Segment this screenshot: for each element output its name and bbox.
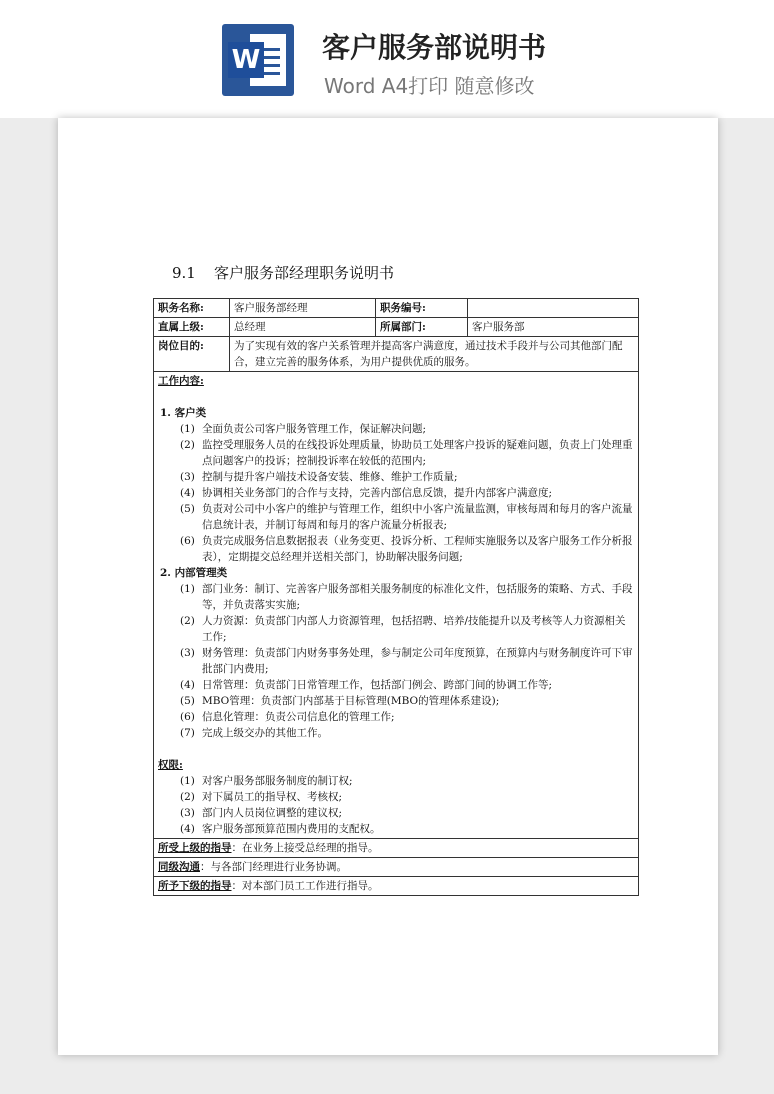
job-code-value xyxy=(468,299,639,318)
section-number: 9.1 xyxy=(172,264,196,282)
category-title: 1. 客户类 xyxy=(160,407,207,419)
list-item: (3) 控制与提升客户端技术设备安装、维修、维护工作质量; xyxy=(180,471,458,483)
authority-title: 权限: xyxy=(158,759,183,771)
job-title-value: 客户服务部经理 xyxy=(230,299,376,318)
table-row xyxy=(154,372,639,839)
list-item: (5) MBO管理：负责部门内部基于目标管理(MBO的管理体系建设); xyxy=(180,695,500,707)
header-banner xyxy=(0,0,774,118)
table-row xyxy=(154,337,639,372)
list-item: (2) 监控受理服务人员的在线投诉处理质量，协助员工处理客户投诉的疑难问题，负责上门处理重点问题客户的投诉；控制投诉率在较低的范围内; xyxy=(180,439,633,467)
list-item: (2) 人力资源：负责部门内部人力资源管理，包括招聘、培养/技能提升以及考核等人力资源相关工作; xyxy=(180,615,626,643)
category-title: 2. 内部管理类 xyxy=(160,567,228,579)
list-item: (7) 完成上级交办的其他工作。 xyxy=(180,727,328,739)
direct-superior-label: 直属上级: xyxy=(154,318,230,337)
table-row xyxy=(154,858,639,877)
guidance-received-cell: 所受上级的指导：在业务上接受总经理的指导。 xyxy=(154,839,639,858)
list-item: (3) 部门内人员岗位调整的建议权; xyxy=(180,807,343,819)
purpose-text: 为了实现有效的客户关系管理并提高客户满意度，通过技术手段并与公司其他部门配合，建立完善的服务体系，为用户提供优质的服务。 xyxy=(230,337,639,372)
list-item: (1) 对客户服务部服务制度的制订权; xyxy=(180,775,353,787)
department-label: 所属部门: xyxy=(376,318,468,337)
list-item: (4) 协调相关业务部门的合作与支持，完善内部信息反馈，提升内部客户满意度; xyxy=(180,487,553,499)
banner-title: 客户服务部说明书 xyxy=(322,31,547,64)
list-item: (1) 全面负责公司客户服务管理工作，保证解决问题; xyxy=(180,423,427,435)
word-logo-icon xyxy=(222,24,294,96)
work-content-title: 工作内容: xyxy=(158,375,204,387)
table-row xyxy=(154,299,639,318)
purpose-label: 岗位目的: xyxy=(154,337,230,372)
work-content-cell xyxy=(154,372,639,839)
job-code-label: 职务编号: xyxy=(376,299,468,318)
list-item: (3) 财务管理：负责部门内财务事务处理，参与制定公司年度预算，在预算内与财务制度许可下审批部门内费用; xyxy=(180,647,633,675)
peer-communication-cell: 同级沟通：与各部门经理进行业务协调。 xyxy=(154,858,639,877)
document-page xyxy=(58,118,718,1055)
department-value: 客户服务部 xyxy=(468,318,639,337)
list-item: (5) 负责对公司中小客户的维护与管理工作，组织中小客户流量监测，审核每周和每月的客户流量信息统计表，并制订每周和每月的客户流量分析报表; xyxy=(180,503,633,531)
list-item: (4) 客户服务部预算范围内费用的支配权。 xyxy=(180,823,381,835)
guidance-given-cell: 所予下级的指导：对本部门员工工作进行指导。 xyxy=(154,877,639,896)
table-row xyxy=(154,318,639,337)
list-item: (1) 部门业务：制订、完善客户服务部相关服务制度的标准化文件，包括服务的策略、方式、手段等，并负责落实实施; xyxy=(180,583,633,611)
section-title: 客户服务部经理职务说明书 xyxy=(214,264,395,282)
list-item: (2) 对下属员工的指导权、考核权; xyxy=(180,791,343,803)
table-row xyxy=(154,839,639,858)
direct-superior-value: 总经理 xyxy=(230,318,376,337)
job-title-label: 职务名称: xyxy=(154,299,230,318)
table-row xyxy=(154,877,639,896)
list-item: (4) 日常管理：负责部门日常管理工作，包括部门例会、跨部门间的协调工作等; xyxy=(180,679,553,691)
list-item: (6) 负责完成服务信息数据报表（业务变更、投诉分析、工程师实施服务以及客户服务工作分析报表），定期提交总经理并送相关部门，协助解决服务问题; xyxy=(180,535,633,563)
word-letter: W xyxy=(228,42,264,78)
job-description-table xyxy=(153,298,639,896)
list-item: (6) 信息化管理：负责公司信息化的管理工作; xyxy=(180,711,395,723)
section-heading xyxy=(172,262,394,283)
banner-subtitle: Word A4打印 随意修改 xyxy=(324,74,535,98)
